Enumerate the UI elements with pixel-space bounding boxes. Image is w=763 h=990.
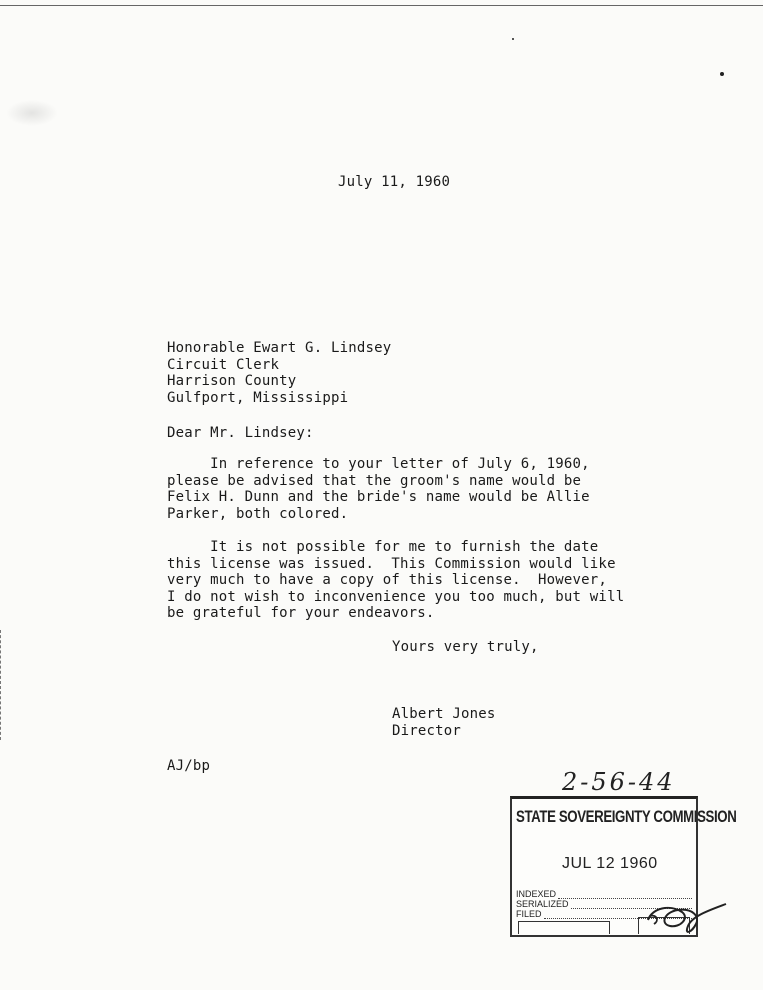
body-paragraph-2 <box>167 539 624 622</box>
scan-speck <box>720 72 724 76</box>
stamp-field-label: FILED <box>516 909 542 919</box>
signature-block <box>392 706 496 739</box>
address-line: Gulfport, Mississippi <box>167 389 349 406</box>
stamp-title: STATE SOVEREIGNTY COMMISSION <box>516 807 737 826</box>
stamp-field-label: SERIALIZED <box>516 899 569 909</box>
paragraph-line: this license was issued. This Commission would like <box>167 555 616 572</box>
typist-initials: AJ/bp <box>167 758 211 774</box>
stamp-date: JUL 12 1960 <box>562 855 658 872</box>
paragraph-line: please be advised that the groom's name would be <box>167 472 582 489</box>
address-line: Harrison County <box>167 373 297 390</box>
paragraph-line: In reference to your letter of July 6, 1960, <box>167 456 590 472</box>
paragraph-line: very much to have a copy of this license. However, <box>167 572 608 589</box>
signer-name: Albert Jones <box>392 706 496 722</box>
paragraph-line: Felix H. Dunn and the bride's name would be Allie <box>167 489 590 506</box>
handwritten-initials-scribble <box>630 890 730 940</box>
paragraph-line: I do not wish to inconvenience you too much, but will <box>167 588 625 605</box>
stamp-box <box>518 921 610 934</box>
address-line: Honorable Ewart G. Lindsey <box>167 340 392 356</box>
body-paragraph-1 <box>167 456 590 522</box>
letter-date: July 11, 1960 <box>338 174 451 190</box>
paragraph-line: It is not possible for me to furnish the date <box>167 539 599 555</box>
signer-title: Director <box>392 722 462 739</box>
salutation: Dear Mr. Lindsey: <box>167 425 314 441</box>
stamp-field-label: INDEXED <box>516 889 557 899</box>
address-line: Circuit Clerk <box>167 356 280 373</box>
handwritten-file-number: 2-56-44 <box>562 768 676 796</box>
paragraph-line: Parker, both colored. <box>167 505 349 522</box>
paragraph-line: be grateful for your endeavors. <box>167 605 435 622</box>
scan-speck <box>512 38 514 40</box>
scan-smudge <box>6 100 58 126</box>
scan-edge-marks <box>0 630 3 740</box>
page-top-edge <box>0 5 763 6</box>
recipient-address <box>167 340 391 406</box>
complimentary-close: Yours very truly, <box>392 639 539 655</box>
